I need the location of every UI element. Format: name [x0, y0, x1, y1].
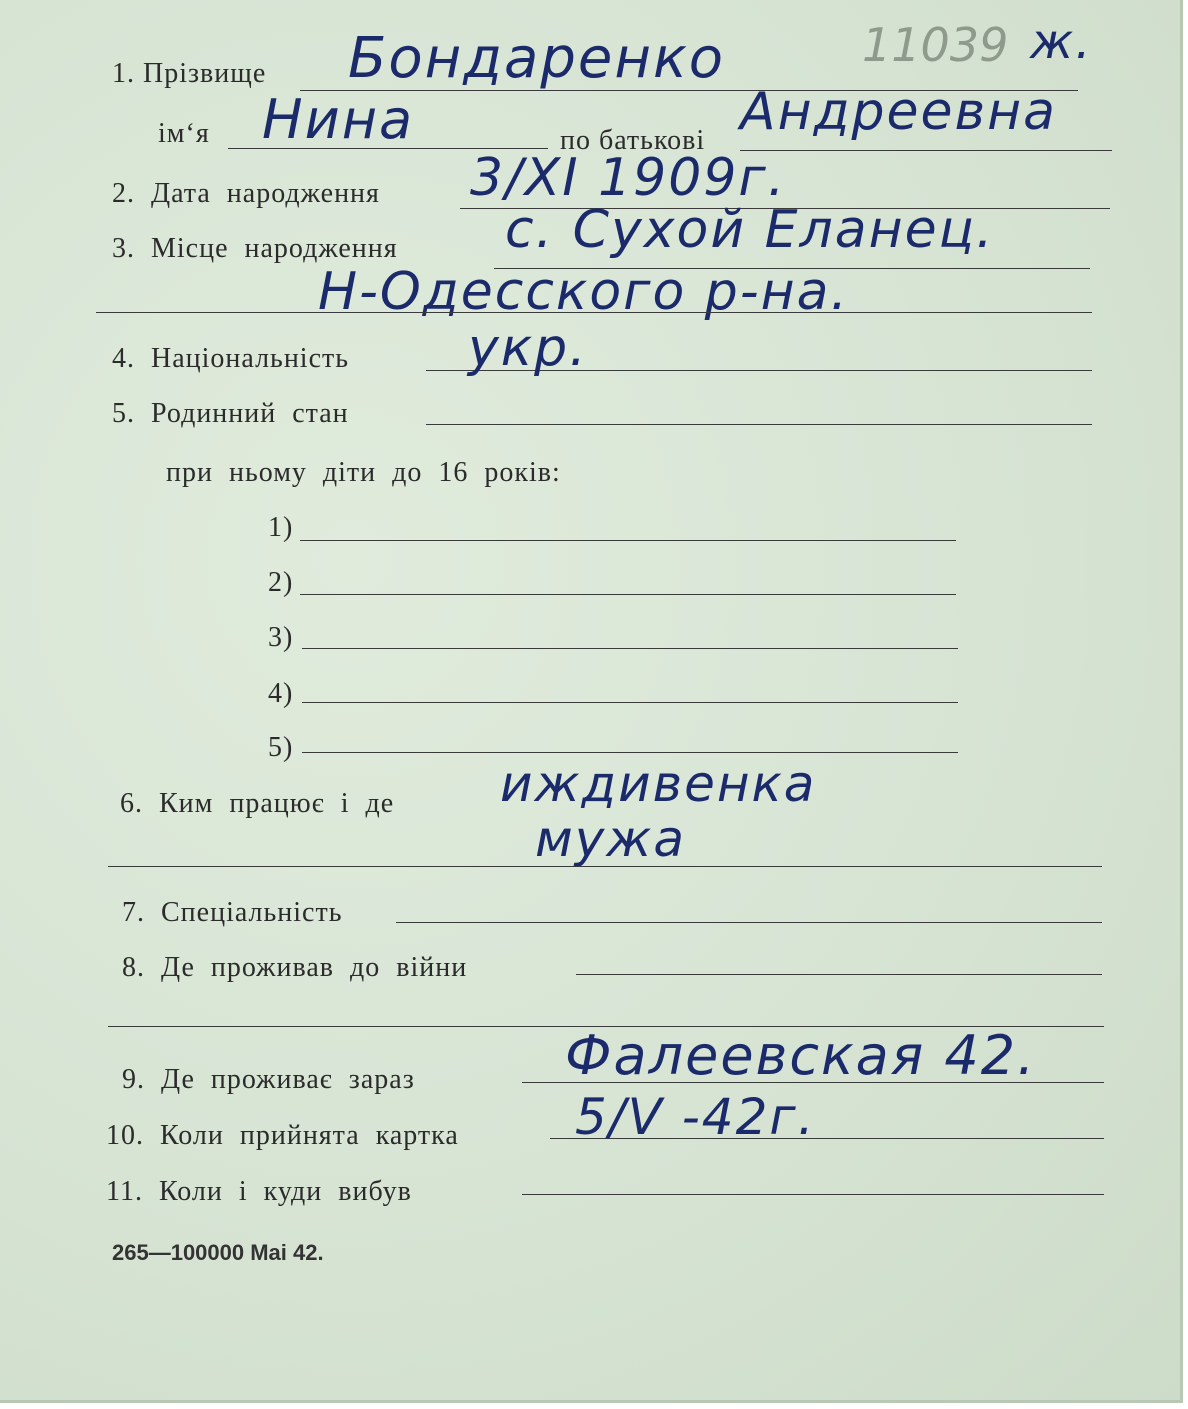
birth-place-value-1: с. Сухой Еланец.	[505, 200, 995, 260]
label-departure: 11. Коли і куди вибув	[106, 1176, 412, 1207]
card-accepted-value: 5/V -42г.	[575, 1088, 816, 1146]
print-code: 265—100000 Mai 42.	[112, 1240, 324, 1265]
child-2-label: 2)	[268, 567, 294, 598]
label-patronymic: по батькові	[560, 125, 706, 156]
label-family-status: 5. Родинний стан	[112, 398, 349, 429]
child-3-line	[302, 648, 958, 649]
birth-date-value: 3/XI 1909г.	[470, 148, 787, 208]
patronymic-line	[740, 150, 1112, 151]
label-prewar-residence: 8. Де проживав до війни	[122, 952, 468, 983]
family-status-line	[426, 424, 1092, 425]
nationality-value: укр.	[468, 318, 588, 378]
child-4-label: 4)	[268, 678, 294, 709]
patronymic-value: Андреевна	[740, 82, 1058, 142]
child-1-label: 1)	[268, 512, 294, 543]
prewar-residence-line	[576, 974, 1102, 975]
label-occupation: 6. Ким працює і де	[120, 788, 395, 819]
child-1-line	[300, 540, 956, 541]
record-letter: ж.	[1030, 14, 1093, 70]
label-birth-place: 3. Місце народження	[112, 233, 398, 264]
record-number: 11039	[862, 18, 1009, 72]
child-5-label: 5)	[268, 732, 294, 763]
label-nationality: 4. Національність	[112, 343, 350, 374]
label-name: ім‘я	[158, 118, 210, 149]
label-surname: 1. Прізвище	[112, 58, 267, 89]
name-value: Нина	[262, 88, 415, 151]
label-specialty: 7. Спеціальність	[122, 897, 343, 928]
label-children: при ньому діти до 16 років:	[166, 457, 561, 488]
label-birth-date: 2. Дата народження	[112, 178, 380, 209]
birth-place-value-2: Н-Одесского р-на.	[318, 262, 849, 322]
specialty-line	[396, 922, 1102, 923]
label-current-residence: 9. Де проживає зараз	[122, 1064, 415, 1095]
child-5-line	[302, 752, 958, 753]
child-2-line	[300, 594, 956, 595]
current-residence-value: Фалеевская 42.	[565, 1024, 1037, 1087]
label-card-accepted: 10. Коли прийнята картка	[106, 1120, 459, 1151]
child-4-line	[302, 702, 958, 703]
birth-place-line-2	[96, 312, 1092, 313]
surname-value: Бондаренко	[348, 26, 726, 91]
departure-line	[522, 1194, 1104, 1195]
occupation-value-2: мужа	[535, 810, 686, 868]
child-3-label: 3)	[268, 622, 294, 653]
occupation-line	[108, 866, 1102, 867]
occupation-value-1: иждивенка	[500, 755, 817, 813]
